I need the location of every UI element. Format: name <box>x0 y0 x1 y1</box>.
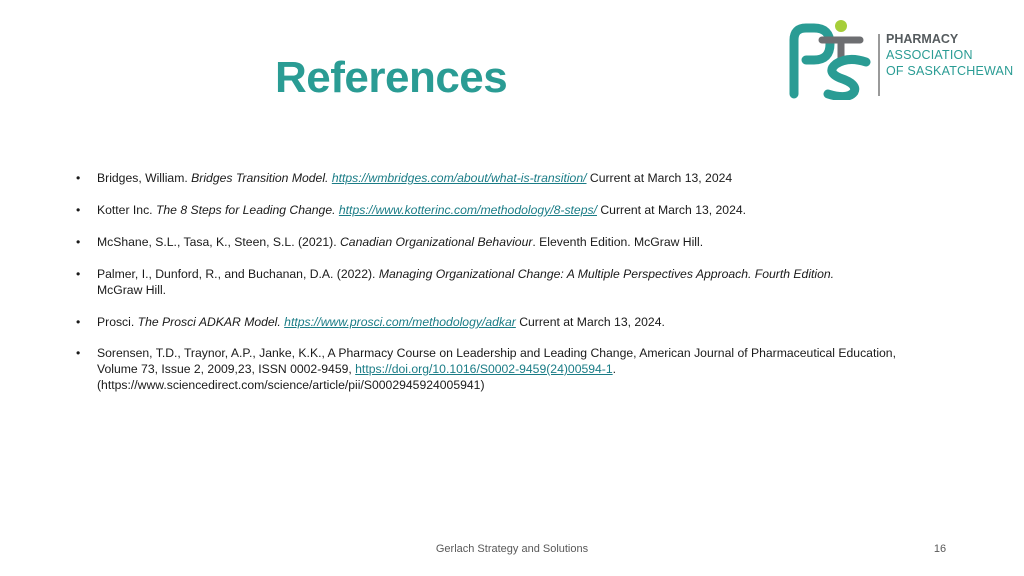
page-number: 16 <box>933 543 947 555</box>
reference-title: Canadian Organizational Behaviour <box>339 235 533 249</box>
reference-author: Prosci. <box>97 315 138 329</box>
reference-link[interactable]: https://wmbridges.com/about/what-is-transition/ <box>331 171 587 185</box>
reference-author: Kotter Inc. <box>97 203 156 217</box>
reference-link[interactable]: https://www.prosci.com/methodology/adkar <box>284 315 516 329</box>
bullet: • <box>76 235 81 249</box>
reference-text-end: . <box>612 362 617 376</box>
bullet: • <box>76 203 81 217</box>
bullet: • <box>76 267 81 281</box>
reference-item <box>76 345 926 393</box>
reference-item <box>76 202 926 218</box>
logo-wordmark <box>886 31 1013 79</box>
reference-author: McShane, S.L., Tasa, K., Steen, S.L. (2021). <box>97 235 340 249</box>
reference-title: The 8 Steps for Leading Change. <box>155 203 336 217</box>
reference-note: Current at March 13, 2024 <box>586 171 733 185</box>
reference-title: Bridges Transition Model. <box>191 171 329 185</box>
bullet: • <box>76 346 81 360</box>
reference-author: Bridges, William. <box>97 171 192 185</box>
logo-line-2: ASSOCIATION <box>886 48 973 62</box>
reference-author: Palmer, I., Dunford, R., and Buchanan, D.A. (2022). <box>97 267 379 281</box>
reference-url-text: (https://www.sciencedirect.com/science/article/pii/S0002945924005941) <box>97 378 485 392</box>
logo-line-1: PHARMACY <box>886 32 959 46</box>
reference-item <box>76 314 926 330</box>
reference-note: Current at March 13, 2024. <box>596 203 747 217</box>
reference-note: . Eleventh Edition. McGraw Hill. <box>532 235 704 249</box>
reference-list <box>76 170 926 409</box>
bullet: • <box>76 315 81 329</box>
reference-title: Managing Organizational Change: A Multiple Perspectives Approach. Fourth Edition. <box>378 267 835 281</box>
reference-item <box>76 234 926 250</box>
reference-note: McGraw Hill. <box>97 283 167 297</box>
reference-text: Sorensen, T.D., Traynor, A.P., Janke, K.K., A Pharmacy Course on Leadership and Leading Change, American Journal of Pharmaceutical Education, Volume 73, Issue 2, 2009,23, ISSN 0002-9459, <box>97 346 896 376</box>
pas-logo-mark-icon <box>788 18 874 100</box>
reference-item <box>76 170 926 186</box>
reference-note: Current at March 13, 2024. <box>515 315 665 329</box>
logo-line-3: OF SASKATCHEWAN <box>886 64 1014 78</box>
reference-link[interactable]: https://doi.org/10.1016/S0002-9459(24)00594-1 <box>355 362 613 376</box>
footer-text: Gerlach Strategy and Solutions <box>435 543 589 555</box>
reference-item <box>76 266 926 298</box>
slide-title: References <box>275 53 508 102</box>
bullet: • <box>76 171 81 185</box>
reference-link[interactable]: https://www.kotterinc.com/methodology/8-steps/ <box>338 203 597 217</box>
logo-divider <box>878 34 880 96</box>
pas-logo <box>788 18 1013 100</box>
reference-title: The Prosci ADKAR Model. <box>137 315 281 329</box>
